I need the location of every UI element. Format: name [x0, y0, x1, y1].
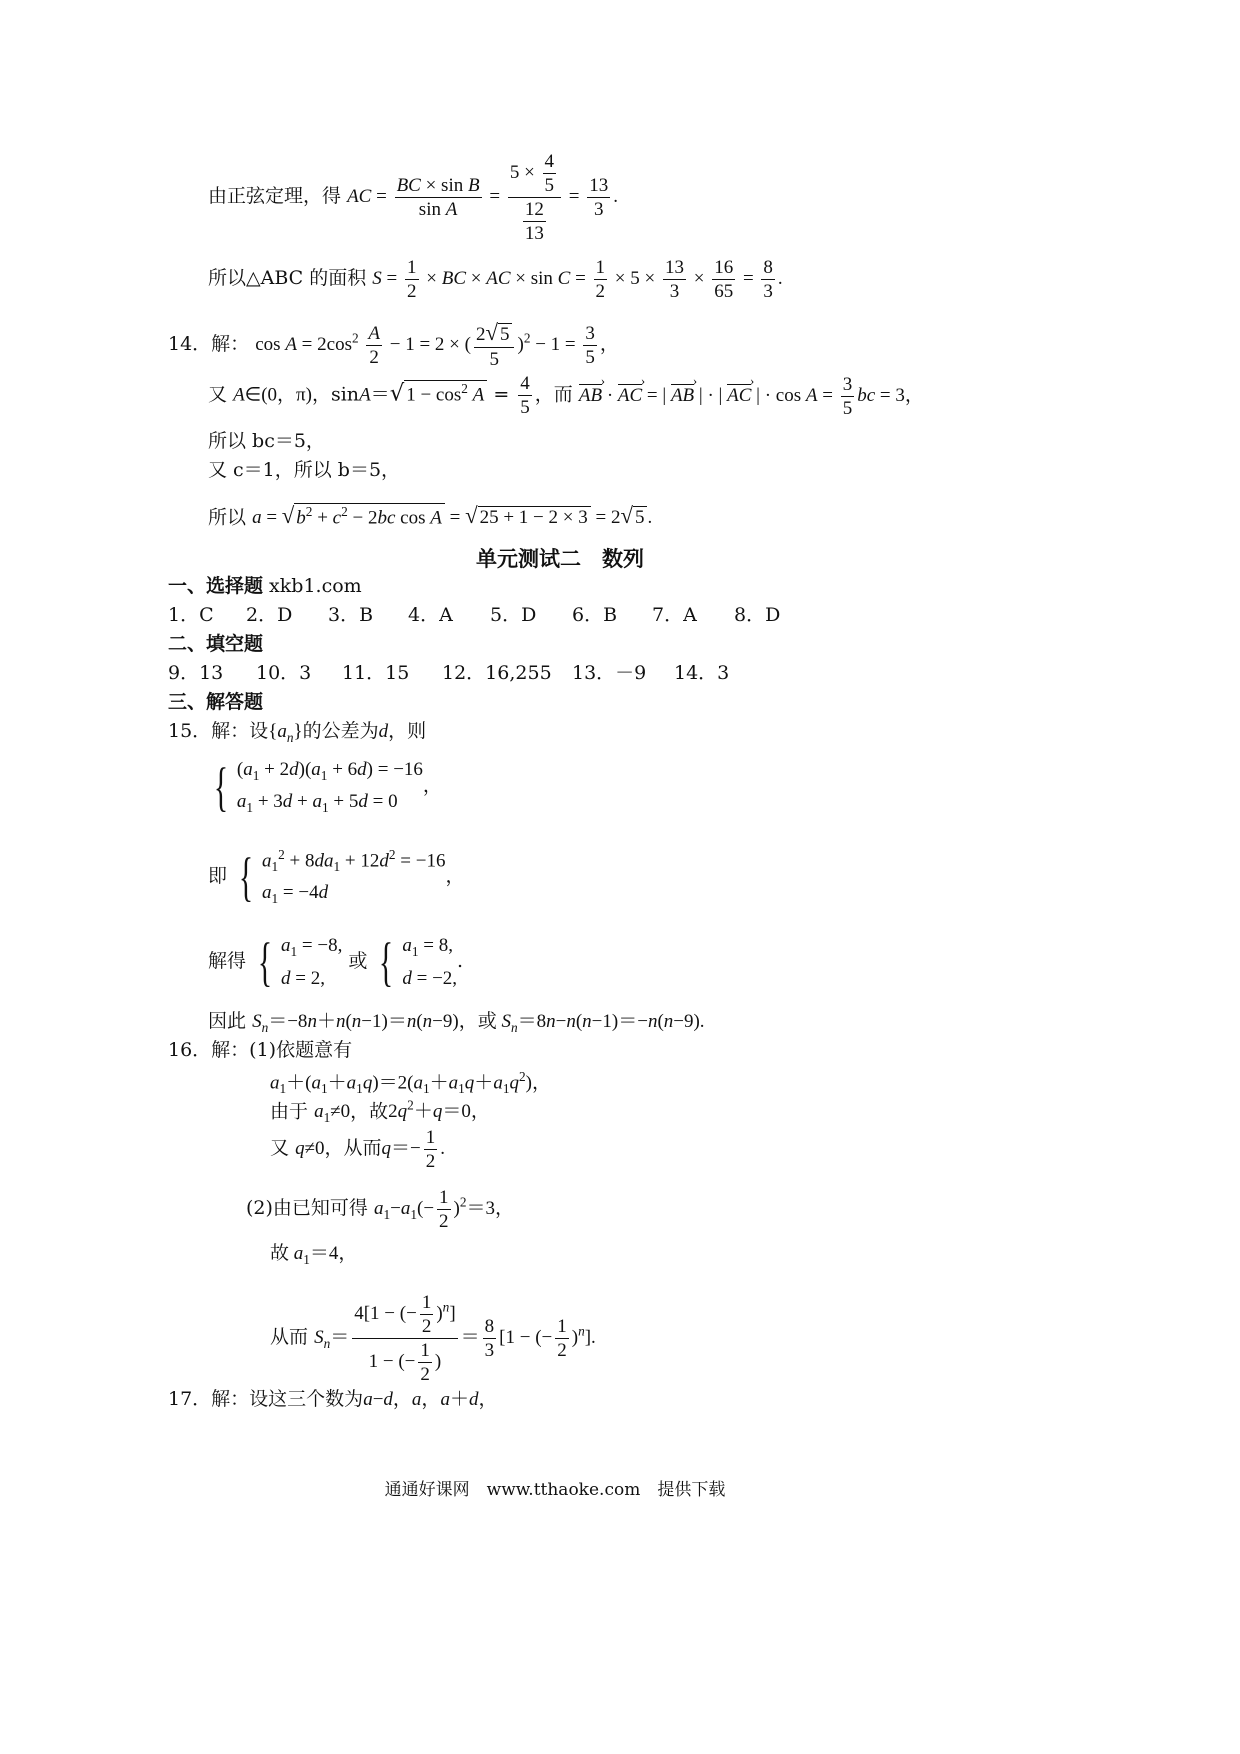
p16-text-part2: (2)由已知可得 — [246, 1196, 368, 1219]
p16-eq-2: 由于 $a_1\ne 0$，故$2q^2+q=0$， — [270, 1098, 490, 1126]
answer-6: 6．B — [572, 604, 618, 626]
p15-text-huo: 或 — [348, 950, 368, 972]
answer-10: 10．3 — [256, 662, 312, 684]
section-2-answers — [168, 664, 729, 683]
p15-text-gongcha: 的公差为 — [302, 720, 379, 742]
answer-5: 5．D — [490, 604, 537, 626]
section-1-title: 一、选择题 — [168, 575, 264, 597]
p16-text-gu2: 故 — [270, 1242, 290, 1264]
p14-text-er: ，而 — [534, 383, 573, 406]
answer-12: 12．16,255 — [442, 662, 552, 684]
p14-line-3: 所以 bc＝5， — [208, 430, 325, 452]
answer-8: 8．D — [734, 604, 781, 626]
p14-formula-a: a = √ $b^2 + c^2 - 2bc$ cos A = √ 25 + 1 − 2 × 3 = 2√ 5 . — [252, 503, 653, 529]
p15-conclusion: 因此 $S_n=-8n+n(n-1)=n(n-9)$，或 $S_n=8n-n(n-1)=-n(n-9)$. — [208, 1010, 705, 1035]
p13-formula-ac: AC = $\frac{\text{BC × sin B}}{\text{sin A}}$ = 5 × $\frac{4}{5}$ $\frac{12}{13}$ = $\frac{13}{3}$ . — [347, 151, 618, 244]
p13-text-sine-law: 由正弦定理，得 — [208, 184, 342, 207]
answer-11: 11．15 — [342, 662, 410, 684]
p15-text-jiede: 解得 — [208, 950, 247, 972]
p13-text-area: 所以△ABC 的面积 — [208, 266, 367, 289]
answer-7: 7．A — [652, 604, 697, 626]
page-footer: 通通好课网 www.tthaoke.com 提供下载 — [384, 1480, 726, 1500]
section-3-title: 三、解答题 — [168, 691, 264, 713]
p17-text: 17．解：设这三个数为 — [168, 1388, 364, 1410]
section-1-heading — [168, 577, 362, 596]
watermark-text: xkb1.com — [263, 575, 362, 597]
answer-14: 14．3 — [674, 662, 730, 684]
p14-text-sin: ，sin — [311, 383, 360, 406]
p16-a1: 故 $a_1=4$， — [270, 1242, 358, 1267]
p17-line-1: 17．解：设这三个数为a−d，a，a＋d， — [168, 1388, 498, 1410]
p15-text-yinci: 因此 — [208, 1010, 247, 1032]
p15-solution: 解得 { $a_1 = -8$, d = 2, 或 { $a_1 = 8$, d = −2, . — [208, 932, 464, 992]
p14-line-1 — [168, 322, 619, 369]
answer-2: 2．D — [246, 604, 293, 626]
p14-formula-dot: AB › · AC › = | AB › | · | AC › | · cos A = $\frac{3}{5}$ bc = 3， — [579, 385, 924, 406]
p14-line-4: 又 c＝1，所以 b＝5， — [208, 459, 401, 481]
p15-system-2: 即 { $a_1^2 + 8da_1 + 12d^2 = -16$ $a_1 = -4d$ ， — [208, 846, 465, 907]
p16-text-you: 又 — [270, 1136, 290, 1159]
p16-part-2: (2)由已知可得 $a_1-a_1(-$ $\frac{1}{2}$ )$^2$＝3， — [246, 1187, 515, 1232]
p13-formula-area: S = $\frac{1}{2}$ × BC × AC × sin C = $\frac{1}{2}$ × 5 × $\frac{13}{3}$ × $\frac{16}{65}$ = $\frac{8}{3}$ . — [372, 257, 783, 302]
answer-3: 3．B — [328, 604, 374, 626]
p15-text-ji: 即 — [208, 864, 228, 887]
answer-1: 1．C — [168, 604, 214, 626]
answer-9: 9．13 — [168, 662, 224, 684]
p16-line-1: 16．解：(1)依题意有 — [168, 1039, 353, 1061]
answer-4: 4．A — [408, 604, 453, 626]
p15-system-1: { $(a_1 + 2d)(a_1 + 6d) = -16$ $a_1 + 3d + a_1 + 5d = 0$ ， — [213, 757, 442, 818]
p16-text-congr2: 从而 — [270, 1325, 309, 1348]
p15-label: 15．解：设 — [168, 720, 269, 742]
p14-line-5 — [208, 503, 652, 528]
answer-13: 13．－9 — [572, 662, 647, 684]
p14-text-you: 又 — [208, 383, 228, 406]
p13-line-2 — [208, 258, 783, 301]
p14-line-2: 又 A∈(0，π)，sinA＝√ $1 - \cos^2 A$ = $\frac{4}{5}$ ，而 AB › · AC › = | AB › | · | AC › | · cos A = $\frac{3}{5}$ bc = 3， — [208, 374, 924, 418]
p16-eq-1: $a_1+(a_1+a_1q)=2(a_1+a_1q+a_1q^2)$， — [270, 1069, 551, 1097]
p16-text-gu: ，故 — [350, 1100, 389, 1123]
p15-line-1: 15．解：设$\{a_n\}$的公差为d，则 — [168, 720, 427, 745]
p16-sum: 从而 $S_n=$ 4[1 − (− $\frac{1}{2}$ )$^n$] 1 − (− $\frac{1}{2}$ ) ＝ $\frac{8}{3}$ [1 − (− $\frac{1}{2}$ )$^n$]. — [270, 1292, 596, 1385]
p16-eq-3: 又 q≠0，从而q＝− $\frac{1}{2}$ . — [270, 1127, 445, 1172]
p16-text-congr: ，从而 — [324, 1136, 382, 1159]
p14-text-suoyi: 所以 — [208, 506, 247, 529]
p13-line-1 — [208, 152, 618, 243]
p14-label: 14．解： — [168, 332, 250, 355]
p15-text-ze: ，则 — [388, 720, 427, 742]
unit-title: 单元测试二 数列 — [476, 546, 644, 571]
p16-text-youyu: 由于 — [270, 1100, 309, 1123]
p14-formula-cos: $\cos A = 2\cos^2$ $\frac{A}{2}$ − 1 = 2 × ( $\frac{2√ 5}{5}$ )$^2$ − 1 = $\frac{3}{5}$ ， — [255, 320, 619, 370]
section-2-title: 二、填空题 — [168, 633, 264, 655]
section-1-answers — [168, 606, 780, 625]
